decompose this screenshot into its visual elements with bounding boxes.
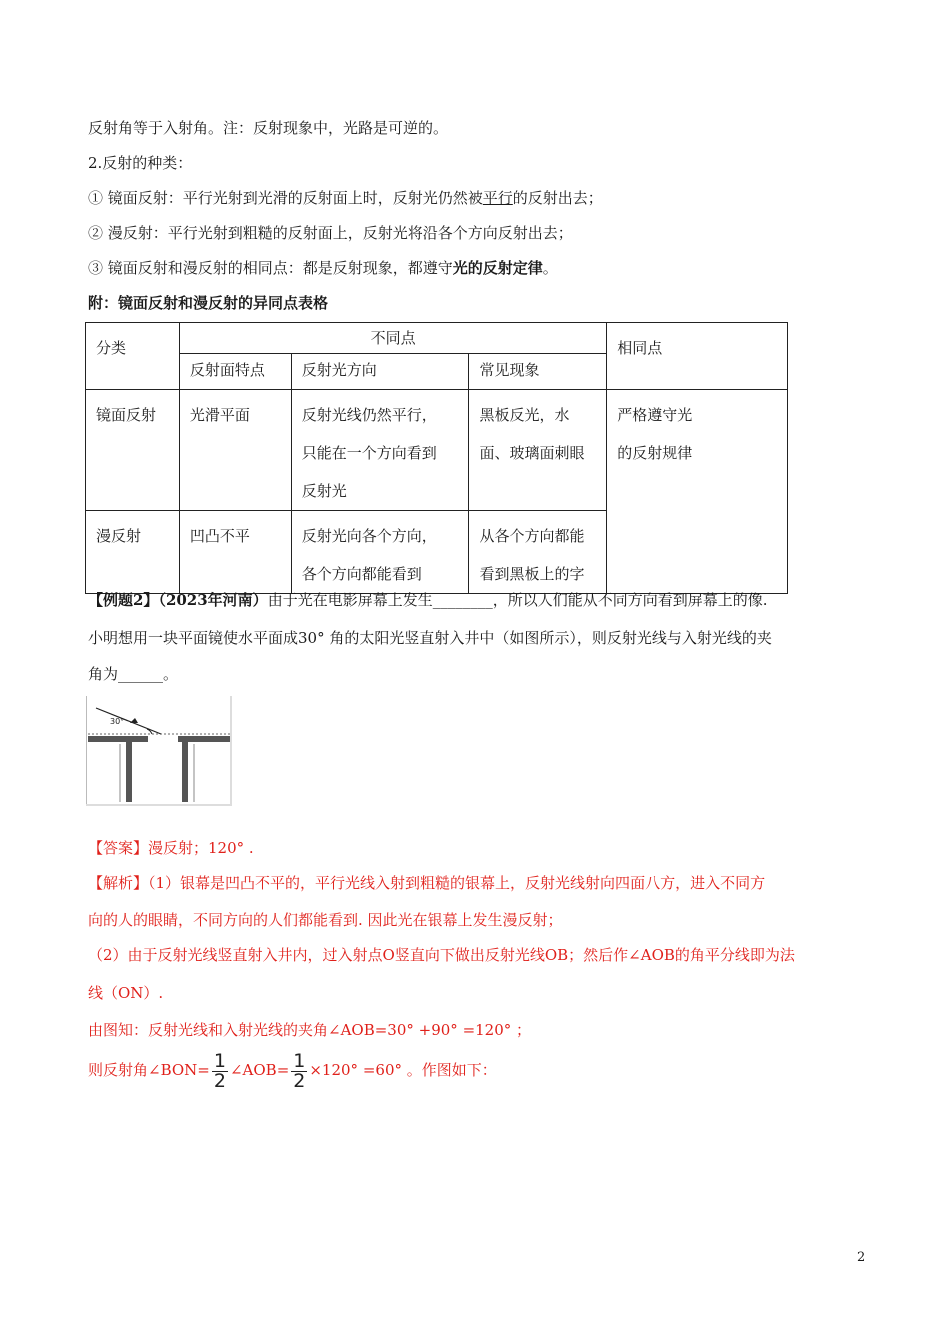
comparison-table <box>85 322 788 594</box>
fraction-numerator: 1 <box>293 1049 306 1072</box>
phenomenon-line: 黑板反光，水 <box>479 406 570 424</box>
analysis-p1a: （1）银幕是凹凸不平的，平行光线入射到粗糙的银幕上，反射光线射向四面八方，进入不同方 <box>148 874 766 892</box>
subheader-phenomenon: 常见现象 <box>469 354 607 390</box>
analysis-line1 <box>88 873 765 893</box>
item3-bold: 光的反射定律 <box>452 259 543 277</box>
subheader-direction: 反射光方向 <box>291 354 469 390</box>
fraction-numerator: 1 <box>213 1049 226 1072</box>
fraction-half <box>212 1049 228 1092</box>
analysis-line4: 线（ON）. <box>88 984 164 1002</box>
analysis-p4c: ×120° =60° 。作图如下： <box>309 1061 497 1079</box>
analysis-tag: 【解析】 <box>88 874 149 892</box>
same-cell <box>607 390 788 594</box>
same-line: 严格遵守光 <box>617 406 693 424</box>
analysis-p4a: 则反射角∠BON= <box>88 1061 210 1079</box>
direction-line: 反射光线仍然平行， <box>301 406 437 424</box>
answer-line <box>88 838 254 858</box>
intro-line: 反射角等于入射角。注：反射现象中，光路是可逆的。 <box>88 119 449 137</box>
row-name: 漫反射 <box>86 511 180 594</box>
analysis-line2: 向的人的眼睛，不同方向的人们都能看到. 因此光在银幕上发生漫反射； <box>88 911 563 929</box>
item1-underlined: 平行 <box>482 189 513 207</box>
row-phenomenon <box>469 390 607 511</box>
direction-line: 反射光 <box>301 482 347 500</box>
row-surface: 凹凸不平 <box>179 511 291 594</box>
analysis-line6 <box>88 1050 497 1091</box>
same-line: 的反射规律 <box>617 444 693 462</box>
section-heading: 2.反射的种类： <box>88 154 193 172</box>
example-tag: 【例题2】 <box>88 591 159 609</box>
row-surface: 光滑平面 <box>179 390 291 511</box>
fraction-denominator: 2 <box>213 1069 226 1092</box>
answer-tag: 【答案】 <box>88 839 149 857</box>
table-row <box>86 390 788 511</box>
example-question-line2: 小明想用一块平面镜使水平面成30° 角的太阳光竖直射入井中（如图所示），则反射光线与入射光线的夹 <box>88 629 772 647</box>
example-source: （2023年河南） <box>158 591 268 609</box>
example-question-line3: 角为______。 <box>88 665 179 683</box>
well-mirror-figure <box>86 696 232 806</box>
direction-line: 反射光向各个方向， <box>301 527 437 545</box>
example-question-line1 <box>88 590 767 610</box>
angle-label: 30° <box>110 717 125 726</box>
list-item-specular <box>88 188 603 208</box>
phenomenon-line: 从各个方向都能 <box>479 527 585 545</box>
header-different: 不同点 <box>179 323 606 354</box>
page-number: 2 <box>857 1250 866 1265</box>
row-name: 镜面反射 <box>86 390 180 511</box>
phenomenon-line: 面、玻璃面刺眼 <box>479 444 585 462</box>
fraction-denominator: 2 <box>293 1069 306 1092</box>
row-direction <box>291 511 469 594</box>
row-direction <box>291 390 469 511</box>
item1-text-a: ① 镜面反射：平行光射到光滑的反射面上时，反射光仍然被 <box>88 189 483 207</box>
list-item-common <box>88 258 558 278</box>
item1-text-b: 的反射出去； <box>512 189 603 207</box>
header-category: 分类 <box>86 323 180 390</box>
analysis-p4b: ∠AOB= <box>229 1061 290 1079</box>
item3-text-a: ③ 镜面反射和漫反射的相同点：都是反射现象，都遵守 <box>88 259 453 277</box>
fraction-half <box>291 1049 307 1092</box>
answer-text: 漫反射；120° . <box>148 839 254 857</box>
analysis-line3: （2）由于反射光线竖直射入井内，过入射点O竖直向下做出反射光线OB；然后作∠AOB的角平分线即为法 <box>88 946 795 964</box>
item3-text-c: 。 <box>542 259 558 277</box>
table-title: 附：镜面反射和漫反射的异同点表格 <box>88 294 329 312</box>
direction-line: 只能在一个方向看到 <box>301 444 437 462</box>
direction-line: 各个方向都能看到 <box>301 565 422 583</box>
list-item-diffuse: ② 漫反射：平行光射到粗糙的反射面上，反射光将沿各个方向反射出去； <box>88 224 573 242</box>
example-q1: 由于光在电影屏幕上发生________，所以人们能从不同方向看到屏幕上的像. <box>267 591 768 609</box>
header-same: 相同点 <box>607 323 788 390</box>
subheader-surface: 反射面特点 <box>179 354 291 390</box>
row-phenomenon <box>469 511 607 594</box>
analysis-line5: 由图知：反射光线和入射光线的夹角∠AOB=30° +90° =120° ； <box>88 1021 532 1039</box>
phenomenon-line: 看到黑板上的字 <box>479 565 585 583</box>
